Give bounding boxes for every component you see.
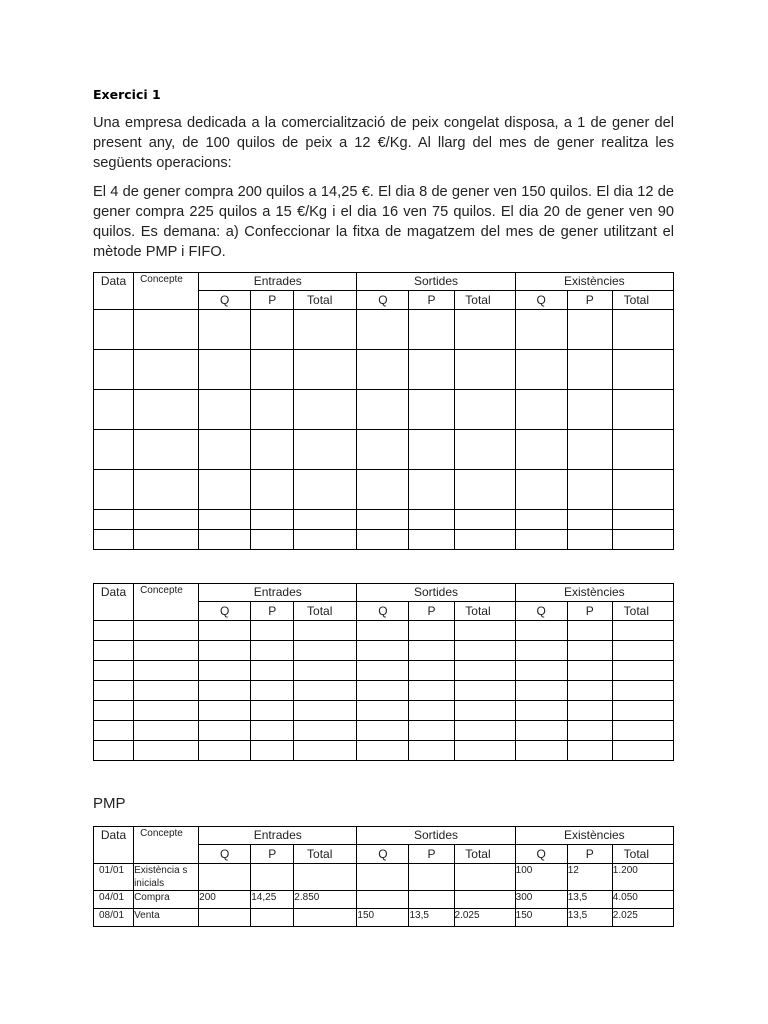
table-row <box>94 909 674 927</box>
header-q: Q <box>199 291 251 310</box>
cell-sortides-q: 150 <box>357 909 409 927</box>
header-total: Total <box>294 602 357 621</box>
cell-existencies-total: 1.200 <box>612 864 673 891</box>
cell-entrades-q <box>199 909 251 927</box>
header-entrades: Entrades <box>199 827 357 845</box>
header-concepte: Concepte <box>134 827 199 864</box>
stock-card-table-2 <box>93 583 674 761</box>
table-row <box>94 681 674 701</box>
cell-concepte: Venta <box>134 909 199 927</box>
cell-entrades-total: 2.850 <box>294 891 357 909</box>
cell-entrades-total <box>294 909 357 927</box>
header-q: Q <box>515 602 567 621</box>
header-entrades: Entrades <box>199 273 357 291</box>
cell-existencies-p: 13,5 <box>567 891 612 909</box>
statement-paragraph: Una empresa dedicada a la comercialització de peix congelat disposa, a 1 de gener del present any, de 100 quilos de peix a 12 €/Kg. Al llarg del mes de gener realitza les següents operacions: <box>93 115 674 171</box>
table-row <box>94 661 674 681</box>
header-total: Total <box>294 291 357 310</box>
table-row <box>94 310 674 350</box>
cell-existencies-q: 100 <box>515 864 567 891</box>
table-row <box>94 350 674 390</box>
cell-sortides-q <box>357 891 409 909</box>
cell-concepte: Existència s inicials <box>134 864 199 891</box>
table-row <box>94 721 674 741</box>
header-p: P <box>409 602 454 621</box>
table-row <box>94 621 674 641</box>
header-p: P <box>251 845 294 864</box>
table-row <box>94 390 674 430</box>
cell-concepte: Compra <box>134 891 199 909</box>
table-row <box>94 741 674 761</box>
cell-sortides-total <box>454 864 515 891</box>
header-data: Data <box>94 273 134 310</box>
header-sortides: Sortides <box>357 827 515 845</box>
table-row <box>94 430 674 470</box>
header-entrades: Entrades <box>199 584 357 602</box>
cell-sortides-total: 2.025 <box>454 909 515 927</box>
operations-paragraph: El 4 de gener compra 200 quilos a 14,25 €. El dia 8 de gener ven 150 quilos. El dia 12 de gener compra 225 quilos a 15 €/Kg i el dia 16 ven 75 quilos. El dia 20 de gener ven 90 quilos. Es demana: a) Confeccionar la fitxa de magatzem del mes de gener utilitzant el mètode PMP i FIFO. <box>93 184 674 260</box>
header-p: P <box>409 291 454 310</box>
header-data: Data <box>94 827 134 864</box>
header-total: Total <box>454 845 515 864</box>
header-total: Total <box>454 291 515 310</box>
cell-sortides-p: 13,5 <box>409 909 454 927</box>
header-total: Total <box>612 845 673 864</box>
cell-sortides-p <box>409 891 454 909</box>
cell-entrades-q: 200 <box>199 891 251 909</box>
pmp-heading: PMP <box>93 795 126 812</box>
header-p: P <box>251 602 294 621</box>
cell-sortides-q <box>357 864 409 891</box>
header-concepte: Concepte <box>134 584 199 621</box>
header-q: Q <box>199 602 251 621</box>
cell-sortides-p <box>409 864 454 891</box>
header-p: P <box>251 291 294 310</box>
header-total: Total <box>294 845 357 864</box>
cell-entrades-p: 14,25 <box>251 891 294 909</box>
cell-entrades-p <box>251 864 294 891</box>
cell-existencies-p: 12 <box>567 864 612 891</box>
cell-entrades-total <box>294 864 357 891</box>
header-existencies: Existències <box>515 273 673 291</box>
header-q: Q <box>515 845 567 864</box>
stock-card-table-1 <box>93 272 674 550</box>
cell-data: 01/01 <box>94 864 134 891</box>
header-existencies: Existències <box>515 827 673 845</box>
header-q: Q <box>515 291 567 310</box>
header-q: Q <box>357 602 409 621</box>
exercise-title: Exercici 1 <box>93 87 161 102</box>
header-q: Q <box>357 845 409 864</box>
cell-sortides-total <box>454 891 515 909</box>
pmp-stock-card-table <box>93 826 674 927</box>
table-row <box>94 510 674 530</box>
cell-existencies-p: 13,5 <box>567 909 612 927</box>
cell-entrades-p <box>251 909 294 927</box>
cell-existencies-q: 150 <box>515 909 567 927</box>
table-row <box>94 701 674 721</box>
cell-existencies-total: 4.050 <box>612 891 673 909</box>
header-total: Total <box>612 291 673 310</box>
table-row <box>94 641 674 661</box>
header-sortides: Sortides <box>357 584 515 602</box>
header-concepte: Concepte <box>134 273 199 310</box>
table-row <box>94 864 674 891</box>
header-q: Q <box>357 291 409 310</box>
header-p: P <box>567 602 612 621</box>
cell-existencies-total: 2.025 <box>612 909 673 927</box>
header-p: P <box>409 845 454 864</box>
table-row <box>94 470 674 510</box>
header-q: Q <box>199 845 251 864</box>
table-row <box>94 530 674 550</box>
header-p: P <box>567 845 612 864</box>
header-p: P <box>567 291 612 310</box>
header-sortides: Sortides <box>357 273 515 291</box>
cell-entrades-q <box>199 864 251 891</box>
cell-data: 04/01 <box>94 891 134 909</box>
header-total: Total <box>454 602 515 621</box>
table-row <box>94 891 674 909</box>
cell-existencies-q: 300 <box>515 891 567 909</box>
header-existencies: Existències <box>515 584 673 602</box>
cell-data: 08/01 <box>94 909 134 927</box>
header-total: Total <box>612 602 673 621</box>
header-data: Data <box>94 584 134 621</box>
